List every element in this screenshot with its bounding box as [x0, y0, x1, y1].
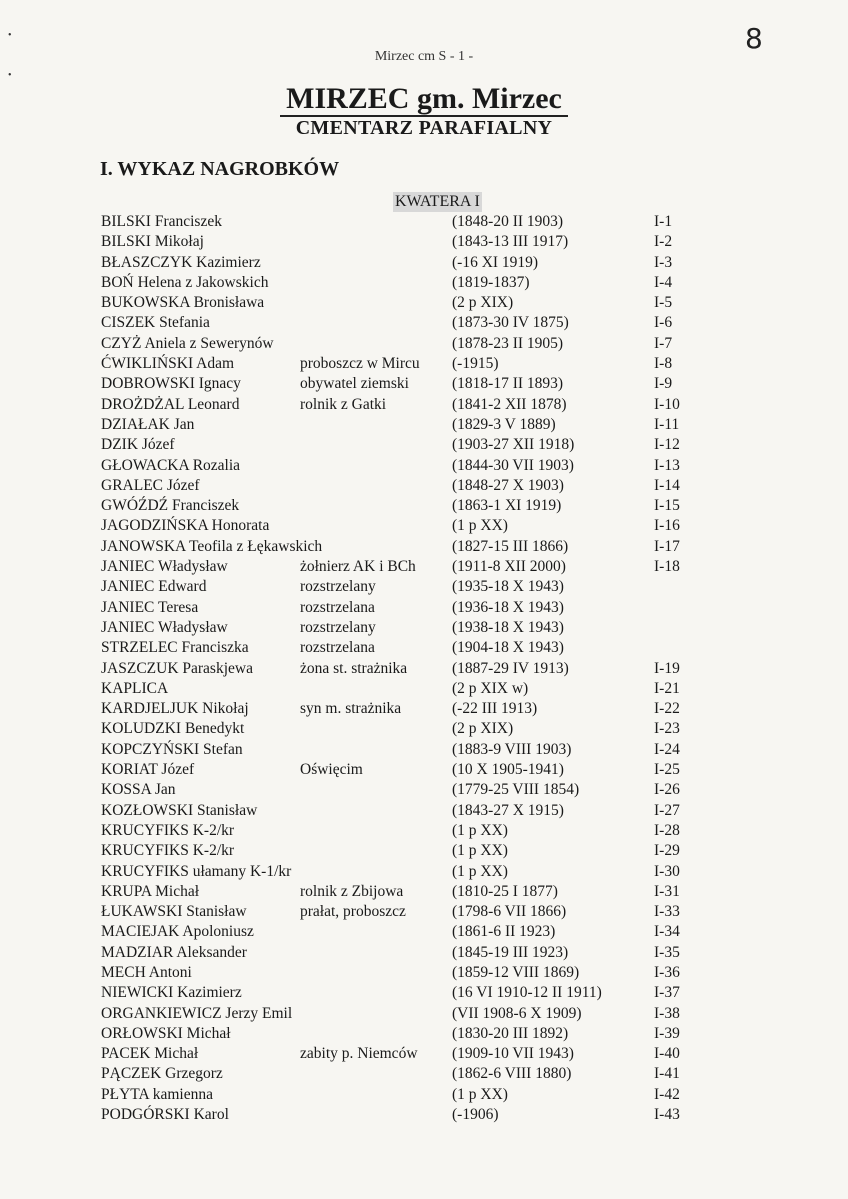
entry-number: I-13 [654, 456, 680, 474]
entry-dates: (1938-18 X 1943) [452, 618, 564, 636]
entry-number: I-15 [654, 497, 680, 515]
entry-name: PODGÓRSKI Karol [101, 1106, 229, 1124]
list-item [0, 577, 848, 597]
list-item [0, 943, 848, 963]
entry-name: KRUCYFIKS ułamany K-1/kr [101, 862, 292, 880]
entry-name: ORŁOWSKI Michał [101, 1024, 231, 1042]
entry-name: DROŻDŻAL Leonard [101, 395, 240, 413]
entry-dates: (1859-12 VIII 1869) [452, 963, 580, 981]
entry-dates: (1861-6 II 1923) [452, 923, 556, 941]
entry-dates: (1887-29 IV 1913) [452, 659, 569, 677]
entry-dates: (VII 1908-6 X 1909) [452, 1004, 582, 1022]
entry-description: żołnierz AK i BCh [300, 558, 416, 576]
entry-dates: (1 p XX) [452, 821, 508, 839]
page-header: Mirzec cm S - 1 - [374, 49, 474, 64]
entry-dates: (-1906) [452, 1106, 499, 1124]
entry-number: I-16 [654, 517, 680, 535]
document-title [0, 82, 848, 116]
grave-list [0, 212, 848, 1125]
list-item [0, 882, 848, 902]
list-item [0, 699, 848, 719]
entry-dates: (2 p XIX) [452, 294, 514, 312]
list-item [0, 841, 848, 861]
entry-name: PŁYTA kamienna [101, 1085, 213, 1103]
list-item [0, 719, 848, 739]
entry-name: ĆWIKLIŃSKI Adam [101, 355, 235, 373]
entry-number: I-19 [654, 659, 680, 677]
entry-description: rolnik z Zbijowa [300, 882, 404, 900]
list-item [0, 618, 848, 638]
list-item [0, 293, 848, 313]
entry-dates: (2 p XIX) [452, 720, 514, 738]
entry-name: JANOWSKA Teofila z Łękawskich [101, 537, 323, 555]
entry-number: I-22 [654, 700, 680, 718]
entry-name: BŁASZCZYK Kazimierz [101, 253, 261, 271]
list-item [0, 862, 848, 882]
entry-number: I-34 [654, 923, 680, 941]
entry-number: I-29 [654, 842, 680, 860]
page-number: 8 [745, 22, 763, 55]
entry-name: KORIAT Józef [101, 761, 195, 779]
entry-name: JASZCZUK Paraskjewa [101, 659, 253, 677]
entry-number: I-1 [654, 213, 673, 230]
list-item [0, 638, 848, 658]
entry-number: I-5 [654, 294, 673, 312]
entry-description: proboszcz w Mircu [300, 355, 420, 373]
entry-description: żona st. strażnika [300, 659, 408, 677]
list-item [0, 435, 848, 455]
list-item [0, 395, 848, 415]
entry-description: rozstrzelany [300, 618, 376, 636]
entry-number: I-40 [654, 1045, 680, 1063]
entry-number: I-31 [654, 882, 680, 900]
entry-dates: (1935-18 X 1943) [452, 578, 564, 596]
list-item [0, 821, 848, 841]
entry-number: I-2 [654, 233, 673, 251]
list-item [0, 537, 848, 557]
entry-dates: (2 p XIX w) [452, 679, 529, 697]
entry-number: I-30 [654, 862, 680, 880]
list-item [0, 334, 848, 354]
entry-name: KOSSA Jan [101, 781, 176, 799]
list-item [0, 516, 848, 536]
entry-number: I-28 [654, 821, 680, 839]
entry-dates: (1848-27 X 1903) [452, 476, 564, 494]
list-item [0, 496, 848, 516]
entry-dates: (1 p XX) [452, 842, 508, 860]
entry-dates: (-22 III 1913) [452, 700, 538, 718]
document-title-text: MIRZEC gm. Mirzec [280, 82, 568, 117]
section-title: I. WYKAZ NAGROBKÓW [100, 158, 340, 180]
list-item [0, 273, 848, 293]
entry-description: prałat, proboszcz [300, 903, 406, 921]
list-item [0, 760, 848, 780]
entry-name: JANIEC Edward [101, 578, 207, 596]
list-item [0, 983, 848, 1003]
entry-description: rozstrzelana [300, 598, 375, 616]
entry-dates: (1862-6 VIII 1880) [452, 1065, 572, 1083]
entry-number: I-7 [654, 334, 673, 352]
entry-name: JANIEC Władysław [101, 558, 228, 576]
entry-name: GRALEC Józef [101, 476, 200, 494]
entry-number: I-27 [654, 801, 680, 819]
list-item [0, 253, 848, 273]
entry-dates: (1863-1 XI 1919) [452, 497, 562, 515]
list-item [0, 963, 848, 983]
entry-number: I-6 [654, 314, 673, 332]
list-item [0, 740, 848, 760]
entry-name: DOBROWSKI Ignacy [101, 375, 241, 393]
entry-number: I-21 [654, 679, 680, 697]
list-item [0, 212, 848, 232]
entry-number: I-4 [654, 273, 673, 291]
list-item [0, 1064, 848, 1084]
entry-number: I-10 [654, 395, 680, 413]
entry-description: obywatel ziemski [300, 375, 409, 393]
entry-dates: (16 VI 1910-12 II 1911) [452, 984, 602, 1002]
list-item [0, 1024, 848, 1044]
entry-number: I-18 [654, 558, 680, 576]
entry-dates: (1844-30 VII 1903) [452, 456, 574, 474]
entry-name: DZIK Józef [101, 436, 175, 454]
document-subtitle: CMENTARZ PARAFIALNY [295, 117, 553, 139]
entry-name: BILSKI Mikołaj [101, 233, 204, 251]
entry-dates: (1 p XX) [452, 862, 508, 880]
entry-dates: (-16 XI 1919) [452, 253, 539, 271]
entry-name: MADZIAR Aleksander [101, 943, 247, 961]
entry-dates: (1841-2 XII 1878) [452, 395, 567, 413]
list-item [0, 598, 848, 618]
scan-mark: • [8, 30, 12, 41]
entry-dates: (1779-25 VIII 1854) [452, 781, 580, 799]
entry-description: Oświęcim [300, 761, 363, 779]
entry-description: rozstrzelany [300, 578, 376, 596]
entry-name: KRUCYFIKS K-2/kr [101, 821, 235, 839]
entry-name: CISZEK Stefania [101, 314, 210, 332]
entry-name: NIEWICKI Kazimierz [101, 984, 242, 1002]
list-item [0, 780, 848, 800]
entry-dates: (1798-6 VII 1866) [452, 903, 567, 921]
entry-number: I-25 [654, 761, 680, 779]
list-item [0, 374, 848, 394]
entry-number: I-11 [654, 415, 680, 433]
entry-dates: (1 p XX) [452, 1085, 508, 1103]
entry-name: KOPCZYŃSKI Stefan [101, 740, 243, 758]
entry-number: I-37 [654, 984, 680, 1002]
entry-name: GWÓŹDŹ Franciszek [101, 497, 240, 515]
entry-name: GŁOWACKA Rozalia [101, 456, 241, 474]
entry-number: I-3 [654, 253, 673, 271]
list-item [0, 1085, 848, 1105]
list-item [0, 1105, 848, 1125]
entry-name: BILSKI Franciszek [101, 213, 222, 230]
entry-name: MECH Antoni [101, 963, 192, 981]
entry-number: I-36 [654, 963, 680, 981]
entry-name: ORGANKIEWICZ Jerzy Emil [101, 1004, 293, 1022]
entry-number: I-43 [654, 1106, 680, 1124]
list-item [0, 313, 848, 333]
entry-name: PĄCZEK Grzegorz [101, 1065, 223, 1083]
entry-name: KRUCYFIKS K-2/kr [101, 842, 235, 860]
entry-dates: (10 X 1905-1941) [452, 761, 564, 779]
entry-name: DZIAŁAK Jan [101, 415, 195, 433]
entry-name: STRZELEC Franciszka [101, 639, 249, 657]
entry-dates: (1903-27 XII 1918) [452, 436, 575, 454]
entry-dates: (1843-27 X 1915) [452, 801, 564, 819]
list-item [0, 801, 848, 821]
entry-dates: (1883-9 VIII 1903) [452, 740, 572, 758]
entry-number: I-42 [654, 1085, 680, 1103]
scan-mark: • [8, 70, 12, 81]
section-label: KWATERA I [395, 193, 480, 210]
entry-number: I-24 [654, 740, 680, 758]
entry-number: I-33 [654, 903, 680, 921]
entry-number: I-17 [654, 537, 680, 555]
entry-number: I-9 [654, 375, 673, 393]
list-item [0, 902, 848, 922]
entry-description: syn m. strażnika [300, 700, 402, 718]
entry-name: ŁUKAWSKI Stanisław [101, 903, 247, 921]
entry-dates: (1843-13 III 1917) [452, 233, 569, 251]
entry-number: I-23 [654, 720, 680, 738]
entry-dates: (1909-10 VII 1943) [452, 1045, 574, 1063]
entry-description: rolnik z Gatki [300, 395, 387, 413]
entry-name: KOZŁOWSKI Stanisław [101, 801, 258, 819]
entry-name: MACIEJAK Apoloniusz [101, 923, 254, 941]
entry-dates: (1904-18 X 1943) [452, 639, 564, 657]
entry-number: I-8 [654, 355, 673, 373]
entry-dates: (-1915) [452, 355, 499, 373]
entry-number: I-38 [654, 1004, 680, 1022]
entry-name: KARDJELJUK Nikołaj [101, 700, 249, 718]
list-item [0, 1004, 848, 1024]
list-item [0, 354, 848, 374]
entry-name: PACEK Michał [101, 1045, 199, 1063]
entry-description: rozstrzelana [300, 639, 375, 657]
entry-dates: (1810-25 I 1877) [452, 882, 558, 900]
entry-dates: (1819-1837) [452, 273, 530, 291]
entry-number: I-35 [654, 943, 680, 961]
entry-name: JAGODZIŃSKA Honorata [101, 517, 270, 535]
entry-number: I-41 [654, 1065, 680, 1083]
entry-number: I-26 [654, 781, 680, 799]
list-item [0, 456, 848, 476]
entry-dates: (1878-23 II 1905) [452, 334, 564, 352]
entry-name: KAPLICA [101, 679, 169, 697]
list-item [0, 476, 848, 496]
entry-number: I-12 [654, 436, 680, 454]
list-item [0, 922, 848, 942]
entry-description: zabity p. Niemców [300, 1045, 418, 1063]
entry-dates: (1 p XX) [452, 517, 508, 535]
entry-dates: (1818-17 II 1893) [452, 375, 564, 393]
entry-number: I-14 [654, 476, 680, 494]
entry-dates: (1873-30 IV 1875) [452, 314, 569, 332]
entry-dates: (1827-15 III 1866) [452, 537, 569, 555]
list-item [0, 1044, 848, 1064]
entry-dates: (1936-18 X 1943) [452, 598, 564, 616]
list-item [0, 679, 848, 699]
entry-name: KOLUDZKI Benedykt [101, 720, 245, 738]
entry-dates: (1829-3 V 1889) [452, 415, 556, 433]
entry-name: JANIEC Władysław [101, 618, 228, 636]
entry-number: I-39 [654, 1024, 680, 1042]
entry-name: KRUPA Michał [101, 882, 200, 900]
entry-dates: (1845-19 III 1923) [452, 943, 569, 961]
entry-dates: (1848-20 II 1903) [452, 213, 564, 230]
entry-dates: (1911-8 XII 2000) [452, 558, 566, 576]
list-item [0, 659, 848, 679]
entry-dates: (1830-20 III 1892) [452, 1024, 569, 1042]
list-item [0, 232, 848, 252]
list-item [0, 557, 848, 577]
entry-name: BOŃ Helena z Jakowskich [101, 273, 269, 291]
entry-name: BUKOWSKA Bronisława [101, 294, 265, 312]
list-item [0, 415, 848, 435]
entry-name: CZYŻ Aniela z Sewerynów [101, 334, 274, 352]
entry-name: JANIEC Teresa [101, 598, 199, 616]
